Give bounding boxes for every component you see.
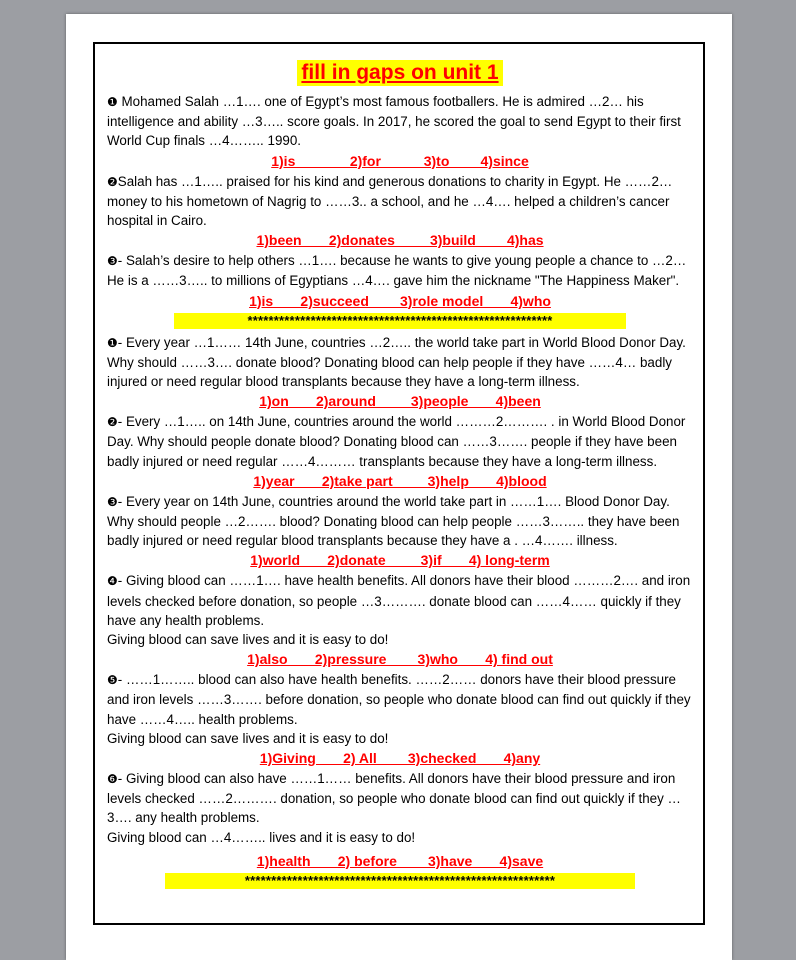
paragraph-blood-4-extra: Giving blood can save lives and it is easy to do! xyxy=(107,632,389,648)
paragraph-salah-2 xyxy=(107,172,693,231)
paragraph-blood-5-extra: Giving blood can save lives and it is easy to do! xyxy=(107,730,389,746)
paragraph-text: Salah has …1….. praised for his kind and generous donations to charity in Egypt. He ……2… money to his hometown of Nagrig to ……3.. a school, and he …4…. helped a children’s cancer hospital in Cairo. xyxy=(107,173,673,229)
number-marker: ❶ xyxy=(107,335,118,350)
answer-key-blood-2: 1)year 2)take part 3)help 4)blood xyxy=(253,472,547,489)
paragraph-text: - Giving blood can also have ……1…… benefits. All donors have their blood pressure and iron levels checked ……2………. donation, so people who donate blood can find out quickly if they …3…. any health problems. xyxy=(107,771,681,826)
number-marker: ❷ xyxy=(107,174,118,189)
number-marker: ❷ xyxy=(107,415,118,430)
number-marker: ❶ xyxy=(107,95,118,109)
paragraph-salah-3 xyxy=(107,251,693,290)
number-marker: ❸ xyxy=(107,494,118,509)
answer-key-blood-5: 1)Giving 2) All 3)checked 4)any xyxy=(259,750,541,767)
answer-key-salah-3: 1)is 2)succeed 3)role model 4)who xyxy=(249,292,551,309)
worksheet-border xyxy=(93,42,705,925)
paragraph-text: - Salah’s desire to help others …1…. because he wants to give young people a chance to …2… He is a ……3….. to millions of Egyptians …4…. gave him the nickname "The Happiness Maker". xyxy=(107,253,687,289)
number-marker: ❸ xyxy=(107,254,118,269)
title-row xyxy=(107,60,693,86)
paragraph-text: - Every year on 14th June, countries around the world take part in ……1…. Blood Donor Day. Why should people …2……. blood? Donating blood can help people ……3…….. they have been badly injured or need regular blood transplants because they have a . …4……. illness. xyxy=(107,493,680,549)
paragraph-salah-1 xyxy=(107,92,693,151)
paragraph-blood-3 xyxy=(107,492,693,551)
answer-key-blood-6: 1)health 2) before 3)have 4)save xyxy=(256,852,544,869)
star-divider-bottom: *********************************************************** xyxy=(165,873,635,889)
paragraph-blood-5 xyxy=(107,670,693,729)
number-marker: ❺ xyxy=(107,673,118,688)
spacer xyxy=(107,847,693,851)
number-marker: ❻ xyxy=(107,772,118,787)
paragraph-blood-6 xyxy=(107,769,693,828)
paragraph-text: Mohamed Salah …1…. one of Egypt’s most famous footballers. He is admired …2… his intelligence and ability …3….. score goals. In 2017, he scored the goal to send Egypt to their first World Cup finals …4…….. 1990. xyxy=(107,94,681,149)
paragraph-text: - Every year …1…… 14th June, countries …2….. the world take part in World Blood Donor Day. Why should ……3…. donate blood? Donating blood can help people if they have ……4… badly injured or need regular blood transplants because they have a long-term illness. xyxy=(107,334,686,390)
paragraph-blood-4 xyxy=(107,571,693,630)
worksheet-title: fill in gaps on unit 1 xyxy=(297,60,502,86)
star-divider: ********************************************************** xyxy=(174,313,626,329)
paragraph-text: - ……1…….. blood can also have health benefits. ……2…… donors have their blood pressure and iron levels ……3……. before donation, so people who donate blood can find out quickly if they have ……4….. health problems. xyxy=(107,672,691,727)
answer-key-salah-2: 1)been 2)donates 3)build 4)has xyxy=(256,232,544,249)
paragraph-text: - Every …1….. on 14th June, countries around the world ………2………. . in World Blood Donor Day. Why should people donate blood? Donating blood can ……3……. people if they have been badly injured or need regular ……4……… transplants because they have a long-term illness. xyxy=(107,414,686,469)
answer-key-blood-1: 1)on 2)around 3)people 4)been xyxy=(259,393,541,410)
document-page xyxy=(66,14,732,960)
answer-key-blood-3: 1)world 2)donate 3)if 4) long-term xyxy=(250,552,550,569)
paragraph-blood-2 xyxy=(107,412,693,471)
number-marker: ❹ xyxy=(107,574,118,589)
paragraph-blood-1 xyxy=(107,333,693,392)
paragraph-blood-6-extra: Giving blood can …4…….. lives and it is easy to do! xyxy=(107,829,416,845)
paragraph-text: - Giving blood can ……1…. have health benefits. All donors have their blood ………2…. and iron levels checked before donation, so people …3………. donate blood can ……4…… quickly if they have any health problems. xyxy=(107,573,691,628)
answer-key-blood-4: 1)also 2)pressure 3)who 4) find out xyxy=(247,651,553,668)
answer-key-salah-1: 1)is 2)for 3)to 4)since xyxy=(271,152,529,169)
